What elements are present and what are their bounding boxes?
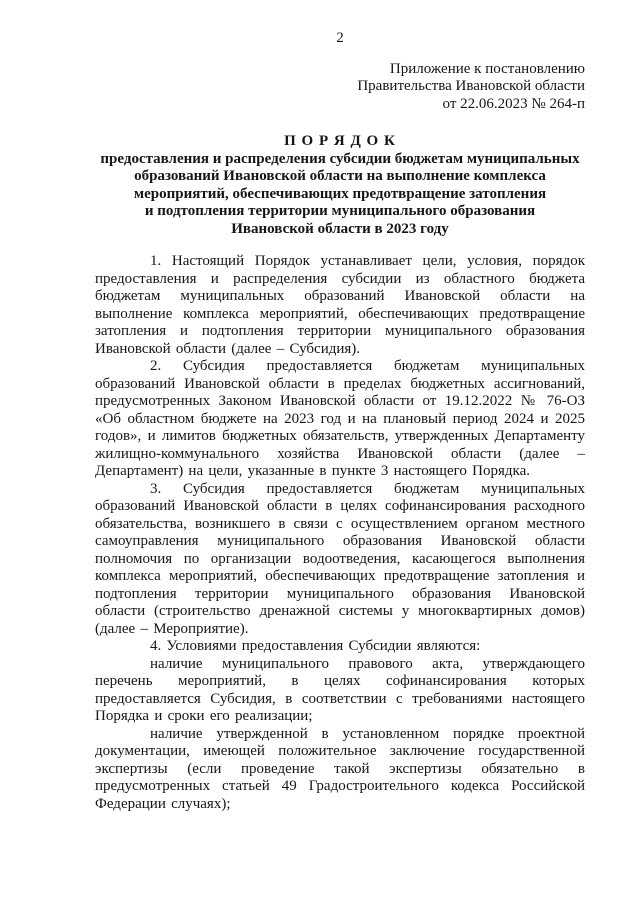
paragraph-4-condition-1: наличие муниципального правового акта, утверждающего перечень мероприятий, в целях софинансирования которых предоставляется Субсидия, в соответствии с требованиями настоящего Порядка и сроки его реализации; <box>95 655 585 724</box>
document-title <box>95 133 585 238</box>
paragraph-2: 2. Субсидия предоставляется бюджетам муниципальных образований Ивановской области в пределах бюджетных ассигнований, предусмотренных Законом Ивановской области от 19.12.2022 № 76-ОЗ «Об областном бюджете на 2023 год и на плановый период 2024 и 2025 годов», и лимитов бюджетных обязательств, утвержденных Департаменту жилищно-коммунального хозяйства Ивановской области (далее – Департамент) на цели, указанные в пункте 3 настоящего Порядка. <box>95 358 585 479</box>
paragraph-4-condition-2: наличие утвержденной в установленном порядке проектной документации, имеющей положительное заключение государственной экспертизы (если проведение такой экспертизы обязательно в предусмотренных статьей 49 Градостроительного кодекса Российской Федерации случаях); <box>95 725 585 812</box>
title-heading: П О Р Я Д О К <box>284 133 396 149</box>
annex-line: Приложение к постановлению <box>389 60 585 77</box>
title-line: и подтопления территории муниципального образования <box>144 203 536 219</box>
paragraph-4: 4. Условиями предоставления Субсидии являются: <box>150 638 481 654</box>
title-line: Ивановской области в 2023 году <box>231 220 449 237</box>
title-line: мероприятий, обеспечивающих предотвращение затопления <box>133 185 547 202</box>
title-line: образований Ивановской области на выполнение комплекса <box>134 168 546 184</box>
document-body <box>95 253 585 813</box>
paragraph-3: 3. Субсидия предоставляется бюджетам муниципальных образований Ивановской области в целях софинансирования расходного обязательства, возникшего в связи с осуществлением органом местного самоуправления муниципального образования Ивановской области полномочия по организации водоотведения, касающегося выполнения комплекса мероприятий, обеспечивающих предотвращение затопления и подтопления территории муниципального образования Ивановской области (строительство дренажной системы у многоквартирных домов) (далее – Мероприятие). <box>95 480 585 637</box>
annex-reference-block <box>95 61 585 114</box>
title-line: предоставления и распределения субсидии бюджетам муниципальных <box>100 150 580 167</box>
annex-line: Правительства Ивановской области <box>357 78 585 94</box>
page-number: 2 <box>336 30 344 46</box>
annex-line: от 22.06.2023 № 264-п <box>442 95 585 112</box>
paragraph-1: 1. Настоящий Порядок устанавливает цели, условия, порядок предоставления и распределения субсидии из областного бюджета бюджетам муниципальных образований Ивановской области на выполнение комплекса мероприятий, обеспечивающих предотвращение затопления и подтопления территории муниципального образования Ивановской области (далее – Субсидия). <box>95 253 585 357</box>
